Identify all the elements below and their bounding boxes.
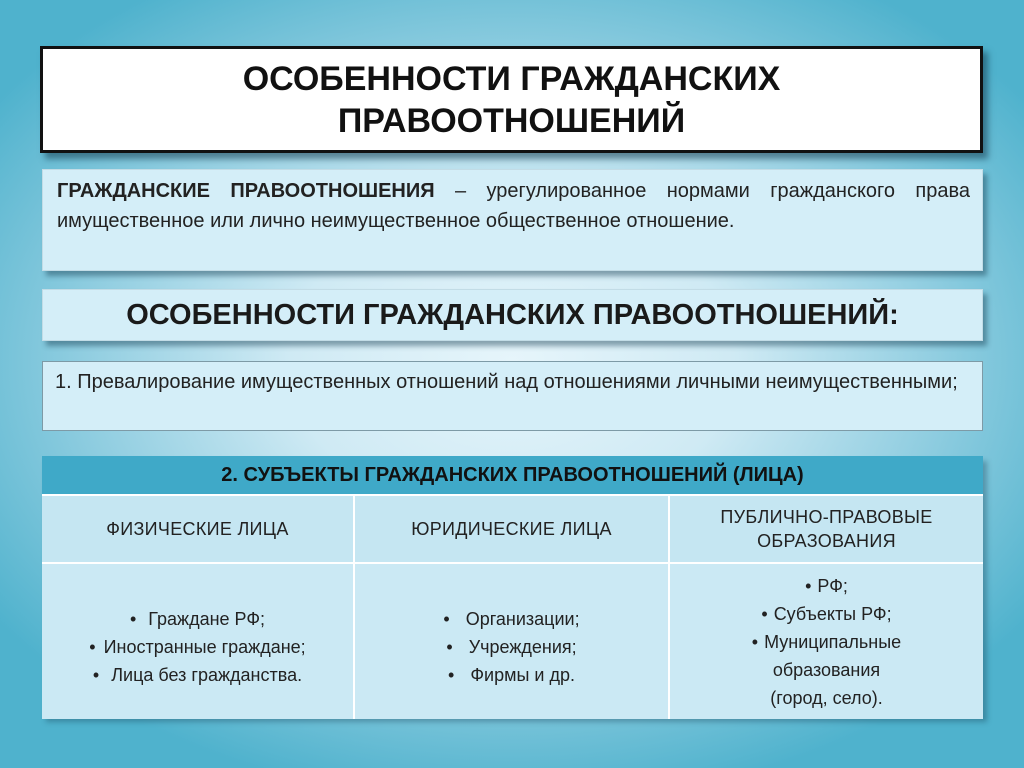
list-item-text: Учреждения; bbox=[468, 636, 577, 657]
list-item bbox=[446, 633, 576, 661]
list-item-text: Субъекты РФ; bbox=[773, 603, 892, 624]
list-item-text: РФ; bbox=[817, 575, 848, 596]
column-header-public-entities bbox=[670, 496, 983, 562]
list-item bbox=[93, 661, 302, 689]
bullet-icon: • bbox=[446, 636, 453, 657]
bullet-icon: • bbox=[89, 636, 96, 657]
bullet-icon: • bbox=[443, 608, 450, 629]
list-item bbox=[448, 661, 575, 689]
features-heading bbox=[42, 289, 983, 341]
bullet-icon: • bbox=[805, 575, 812, 596]
table-body-row bbox=[42, 564, 983, 719]
list-item-continuation: образования bbox=[772, 659, 881, 680]
list-item bbox=[443, 605, 579, 633]
features-heading-text: ОСОБЕННОСТИ ГРАЖДАНСКИХ ПРАВООТНОШЕНИЙ: bbox=[126, 298, 899, 331]
column-header-label: ПУБЛИЧНО-ПРАВОВЫЕ ОБРАЗОВАНИЯ bbox=[720, 507, 933, 551]
definition-box bbox=[42, 169, 983, 271]
legal-entities-list bbox=[355, 564, 670, 719]
public-entities-list bbox=[670, 564, 983, 719]
table-heading bbox=[42, 456, 983, 496]
bullet-icon: • bbox=[448, 664, 455, 685]
title-box bbox=[40, 46, 983, 153]
table-heading-text: 2. СУБЪЕКТЫ ГРАЖДАНСКИХ ПРАВООТНОШЕНИЙ (ЛИЦА) bbox=[221, 463, 804, 486]
definition-text: – урегулированное нормами гражданского права имущественное или лично неимущественное общественное отношение. bbox=[57, 180, 971, 232]
list-item-continuation: (город, село). bbox=[770, 687, 883, 708]
definition-term: ГРАЖДАНСКИЕ ПРАВООТНОШЕНИЯ bbox=[57, 180, 435, 202]
list-item-text: Иностранные граждане; bbox=[103, 636, 306, 657]
column-header-individuals bbox=[42, 496, 355, 562]
list-item-text: Лица без гражданства. bbox=[111, 664, 303, 685]
list-item-text: Фирмы и др. bbox=[470, 664, 575, 685]
table-header-row bbox=[42, 496, 983, 564]
list-item bbox=[752, 628, 901, 656]
list-item bbox=[130, 605, 265, 633]
column-header-label: ФИЗИЧЕСКИЕ ЛИЦА bbox=[106, 519, 289, 539]
column-header-label: ЮРИДИЧЕСКИЕ ЛИЦА bbox=[411, 519, 612, 539]
list-item bbox=[89, 633, 305, 661]
page-title: ОСОБЕННОСТИ ГРАЖДАНСКИХ ПРАВООТНОШЕНИЙ bbox=[242, 59, 781, 140]
list-item-text: Организации; bbox=[465, 608, 580, 629]
list-item-text: Граждане РФ; bbox=[148, 608, 266, 629]
column-header-legal-entities bbox=[355, 496, 670, 562]
list-item bbox=[761, 600, 891, 628]
bullet-icon: • bbox=[751, 631, 759, 652]
bullet-icon: • bbox=[761, 603, 768, 624]
point-1-text: 1. Превалирование имущественных отношений над отношениями личными неимущественными; bbox=[55, 371, 958, 393]
point-1-box bbox=[42, 361, 983, 431]
individuals-list bbox=[42, 564, 355, 719]
subjects-table bbox=[42, 456, 983, 717]
list-item-text: Муниципальные bbox=[764, 631, 902, 652]
bullet-icon: • bbox=[92, 664, 100, 685]
list-item bbox=[805, 572, 848, 600]
bullet-icon: • bbox=[129, 608, 137, 629]
